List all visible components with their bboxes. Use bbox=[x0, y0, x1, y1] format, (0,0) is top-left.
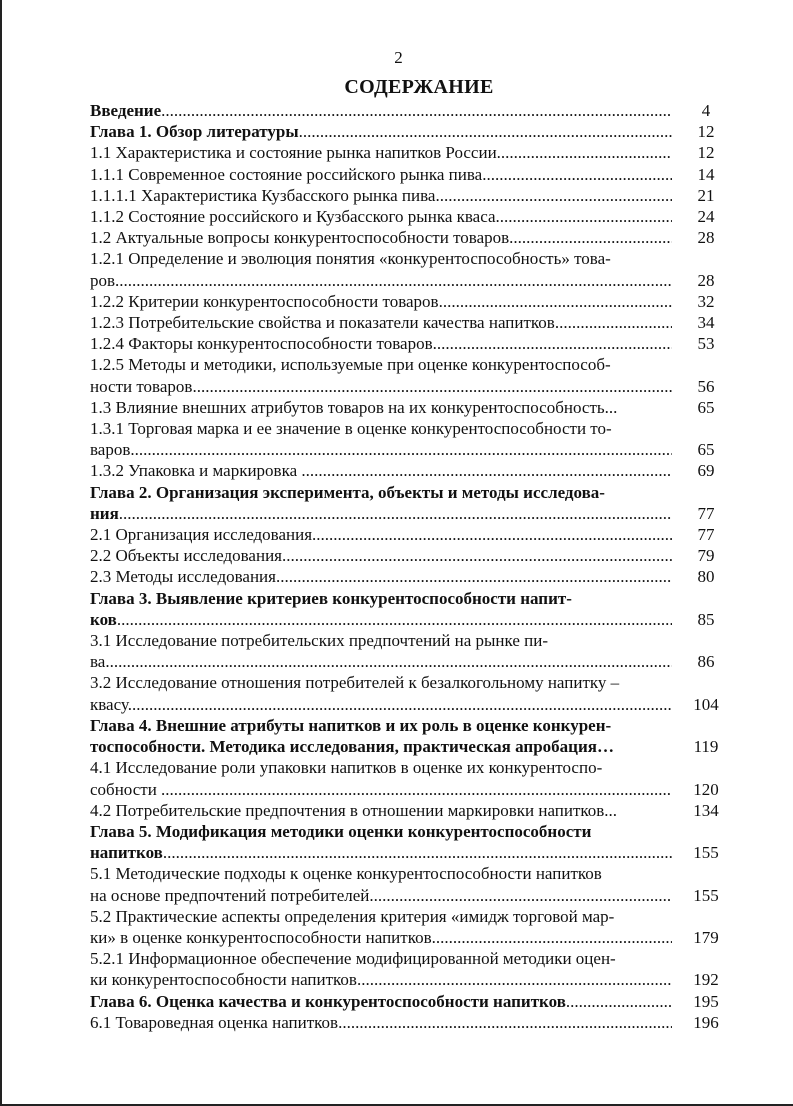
toc-entry-page: 119 bbox=[693, 737, 719, 757]
toc-entry-page: 56 bbox=[697, 376, 715, 396]
toc-entry-line: 1.2.2 Критерии конкурентоспособности товаров ..... bbox=[90, 291, 672, 312]
toc-entry-page: 85 bbox=[697, 609, 715, 629]
toc-entry bbox=[90, 863, 730, 905]
toc-entry-page: 12 bbox=[697, 143, 715, 163]
toc-entry-page: 155 bbox=[693, 843, 719, 863]
toc-entry-line: ров ..... bbox=[90, 270, 672, 291]
toc-entry-line: ния ..... bbox=[90, 503, 672, 524]
toc-entry-page: 179 bbox=[693, 927, 719, 947]
toc-entry bbox=[90, 248, 730, 290]
toc-entry-line: напитков ..... bbox=[90, 842, 672, 863]
toc-entry-line: 5.1 Методические подходы к оценке конкурентоспособности напитков bbox=[90, 864, 602, 884]
toc-entry-line: ва ..... bbox=[90, 651, 672, 672]
toc-entry bbox=[90, 142, 730, 163]
toc-entry-page: 79 bbox=[697, 546, 715, 566]
toc-entry-line: Глава 5. Модификация методики оценки конкурентоспособности bbox=[90, 821, 592, 841]
toc-entry-line: 4.1 Исследование роли упаковки напитков в оценке их конкурентоспо- bbox=[90, 758, 603, 778]
toc-entry-line: 1.3.2 Упаковка и маркировка ..... bbox=[90, 460, 672, 481]
toc-entry-line: Глава 4. Внешние атрибуты напитков и их роль в оценке конкурен- bbox=[90, 715, 612, 735]
toc-entry-page: 24 bbox=[697, 207, 715, 227]
toc-entry-line: 1.1.1 Современное состояние российского рынка пива ..... bbox=[90, 164, 672, 185]
toc-entry-line: Введение ..... bbox=[90, 100, 672, 121]
toc-entry-page: 77 bbox=[697, 503, 715, 523]
toc-title: СОДЕРЖАНИЕ bbox=[344, 76, 494, 98]
toc-entry bbox=[90, 906, 730, 948]
toc-entry-line: ков ..... bbox=[90, 609, 672, 630]
toc-entry bbox=[90, 757, 730, 799]
toc-entry-page: 65 bbox=[697, 397, 715, 417]
toc-entry bbox=[90, 948, 730, 990]
toc-entry bbox=[90, 545, 730, 566]
toc-entry-line: Глава 6. Оценка качества и конкурентоспособности напитков ..... bbox=[90, 991, 672, 1012]
toc-entry-line: 1.1 Характеристика и состояние рынка напитков России ..... bbox=[90, 142, 672, 163]
toc-entry-page: 34 bbox=[697, 313, 715, 333]
toc-entry-line: ки» в оценке конкурентоспособности напитков ..... bbox=[90, 927, 672, 948]
toc-entry bbox=[90, 354, 730, 396]
toc-entry-page: 4 bbox=[701, 101, 711, 120]
toc-entry-page: 69 bbox=[697, 461, 715, 481]
toc-entry-line: 1.2.4 Факторы конкурентоспособности товаров ..... bbox=[90, 333, 672, 354]
toc-entry-page: 65 bbox=[697, 440, 715, 460]
toc-entry-line: собности ..... bbox=[90, 779, 672, 800]
toc-entry bbox=[90, 821, 730, 863]
toc-entry-line: 2.3 Методы исследования ..... bbox=[90, 566, 672, 587]
page-number: 2 bbox=[394, 48, 403, 67]
toc-entry-line: 6.1 Товароведная оценка напитков ..... bbox=[90, 1012, 672, 1033]
toc-entry-line: Глава 2. Организация эксперимента, объекты и методы исследова- bbox=[90, 482, 605, 502]
toc-entry-page: 28 bbox=[697, 270, 715, 290]
toc-entry bbox=[90, 100, 730, 121]
toc-entry-page: 195 bbox=[693, 991, 719, 1011]
toc-entry bbox=[90, 588, 730, 630]
toc-entry bbox=[90, 672, 730, 714]
toc-entry-page: 86 bbox=[697, 652, 715, 672]
toc-entry-line: 1.2 Актуальные вопросы конкурентоспособности товаров ..... bbox=[90, 227, 672, 248]
toc-entry-page: 80 bbox=[697, 567, 715, 587]
toc-entry-page: 192 bbox=[693, 970, 719, 990]
toc-entry-page: 77 bbox=[697, 525, 715, 545]
toc-entry bbox=[90, 630, 730, 672]
toc-entry bbox=[90, 397, 730, 418]
toc-entry-line: 1.3 Влияние внешних атрибутов товаров на их конкурентоспособность... bbox=[90, 397, 618, 417]
toc-entry bbox=[90, 800, 730, 821]
toc-entry-line: тоспособности. Методика исследования, практическая апробация… bbox=[90, 737, 614, 757]
toc-entry bbox=[90, 121, 730, 142]
toc-entry-line: 2.2 Объекты исследования ..... bbox=[90, 545, 672, 566]
toc-entry-line: ности товаров ..... bbox=[90, 376, 672, 397]
toc-entry bbox=[90, 524, 730, 545]
toc-entry-page: 104 bbox=[693, 694, 719, 714]
toc-entry-line: 3.1 Исследование потребительских предпочтений на рынке пи- bbox=[90, 631, 549, 651]
toc-entry bbox=[90, 482, 730, 524]
toc-entry-line: 1.1.1.1 Характеристика Кузбасского рынка пива ..... bbox=[90, 185, 672, 206]
toc-entry-line: 4.2 Потребительские предпочтения в отношении маркировки напитков... bbox=[90, 800, 618, 820]
toc-entry bbox=[90, 418, 730, 460]
toc-entry bbox=[90, 312, 730, 333]
toc-entry bbox=[90, 715, 730, 757]
table-of-contents bbox=[90, 100, 730, 1033]
toc-entry bbox=[90, 991, 730, 1012]
toc-entry bbox=[90, 206, 730, 227]
toc-entry-page: 155 bbox=[693, 885, 719, 905]
toc-entry bbox=[90, 460, 730, 481]
toc-entry-page: 14 bbox=[697, 164, 715, 184]
toc-entry-page: 196 bbox=[693, 1012, 719, 1032]
toc-entry-line: варов ..... bbox=[90, 439, 672, 460]
toc-entry bbox=[90, 164, 730, 185]
toc-entry-line: 5.2 Практические аспекты определения критерия «имидж торговой мар- bbox=[90, 906, 615, 926]
toc-entry-page: 12 bbox=[697, 122, 715, 142]
toc-entry bbox=[90, 566, 730, 587]
toc-entry-line: 1.3.1 Торговая марка и ее значение в оценке конкурентоспособности то- bbox=[90, 419, 612, 439]
toc-entry bbox=[90, 291, 730, 312]
toc-entry bbox=[90, 185, 730, 206]
toc-entry-line: 1.2.3 Потребительские свойства и показатели качества напитков ..... bbox=[90, 312, 672, 333]
toc-entry bbox=[90, 227, 730, 248]
toc-entry-line: 2.1 Организация исследования ..... bbox=[90, 524, 672, 545]
toc-entry-page: 120 bbox=[693, 779, 719, 799]
toc-entry-page: 53 bbox=[697, 334, 715, 354]
toc-entry-line: 1.2.1 Определение и эволюция понятия «конкурентоспособность» това- bbox=[90, 249, 611, 269]
toc-entry-line: 3.2 Исследование отношения потребителей к безалкогольному напитку – bbox=[90, 673, 620, 693]
toc-entry-line: 1.1.2 Состояние российского и Кузбасского рынка кваса ..... bbox=[90, 206, 672, 227]
toc-entry-line: 1.2.5 Методы и методики, используемые при оценке конкурентоспособ- bbox=[90, 355, 611, 375]
toc-entry-line: 5.2.1 Информационное обеспечение модифицированной методики оцен- bbox=[90, 949, 616, 969]
toc-entry bbox=[90, 1012, 730, 1033]
toc-entry-line: Глава 1. Обзор литературы ..... bbox=[90, 121, 672, 142]
toc-entry-page: 21 bbox=[697, 185, 715, 205]
toc-entry-line: квасу ..... bbox=[90, 694, 672, 715]
toc-entry-page: 32 bbox=[697, 291, 715, 311]
toc-entry-line: ки конкурентоспособности напитков ..... bbox=[90, 969, 672, 990]
toc-entry-page: 28 bbox=[697, 228, 715, 248]
toc-entry-line: на основе предпочтений потребителей ..... bbox=[90, 885, 672, 906]
toc-entry bbox=[90, 333, 730, 354]
toc-entry-line: Глава 3. Выявление критериев конкурентоспособности напит- bbox=[90, 588, 572, 608]
toc-entry-page: 134 bbox=[693, 800, 719, 820]
